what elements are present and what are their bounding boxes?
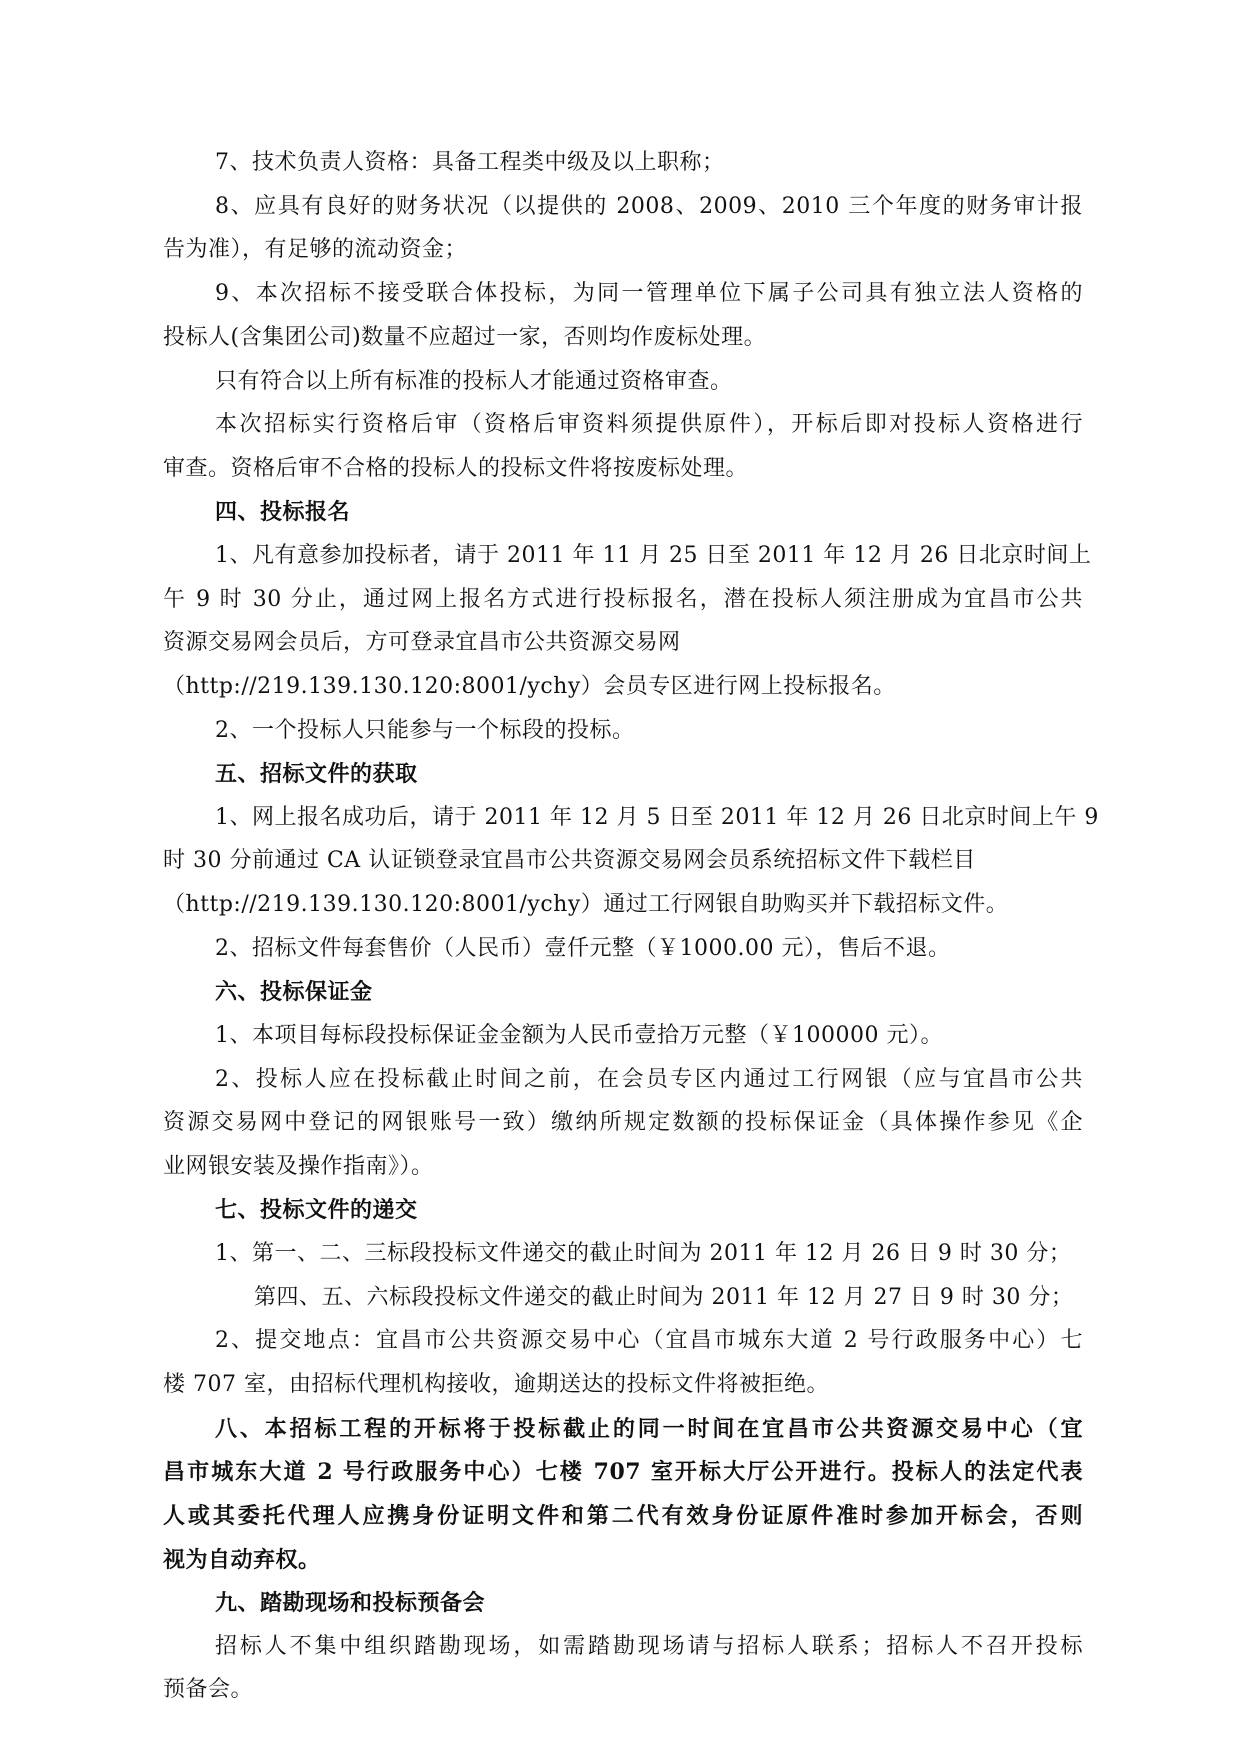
paragraph-line: 招标人不集中组织踏勘现场，如需踏勘现场请与招标人联系；招标人不召开投标 — [215, 1634, 1083, 1659]
paragraph-line: 本次招标实行资格后审（资格后审资料须提供原件），开标后即对投标人资格进行 — [215, 412, 1083, 437]
paragraph-line: （http://219.139.130.120:8001/ychy）会员专区进行网上投标报名。 — [163, 674, 896, 699]
paragraph-line: 预备会。 — [163, 1677, 254, 1702]
paragraph-line: 2、提交地点：宜昌市公共资源交易中心（宜昌市城东大道 2 号行政服务中心）七 — [215, 1328, 1083, 1353]
paragraph-line: 第四、五、六标段投标文件递交的截止时间为 2011 年 12 月 27 日 9 时 30 分； — [254, 1285, 1074, 1310]
paragraph-line: 2、招标文件每套售价（人民币）壹仟元整（￥1000.00 元），售后不退。 — [215, 936, 951, 961]
paragraph-line: （http://219.139.130.120:8001/ychy）通过工行网银自助购买并下载招标文件。 — [163, 892, 1009, 917]
section-heading: 六、投标保证金 — [215, 979, 373, 1005]
paragraph-line: 审查。资格后审不合格的投标人的投标文件将按废标处理。 — [163, 456, 749, 481]
bold-paragraph-line: 视为自动弃权。 — [163, 1547, 321, 1573]
paragraph-line: 2、一个投标人只能参与一个标段的投标。 — [215, 718, 635, 743]
paragraph-line: 9、本次招标不接受联合体投标，为同一管理单位下属子公司具有独立法人资格的 — [215, 281, 1083, 306]
paragraph-line: 业网银安装及操作指南》）。 — [163, 1154, 434, 1179]
paragraph-line: 投标人(含集团公司)数量不应超过一家，否则均作废标处理。 — [163, 325, 767, 350]
paragraph-line: 1、网上报名成功后，请于 2011 年 12 月 5 日至 2011 年 12 月 26 日北京时间上午 9 — [215, 805, 1099, 830]
paragraph-line: 只有符合以上所有标准的投标人才能通过资格审查。 — [215, 369, 733, 394]
bold-paragraph-line: 昌市城东大道 2 号行政服务中心）七楼 707 室开标大厅公开进行。投标人的法定代表 — [163, 1459, 1083, 1485]
section-heading: 四、投标报名 — [215, 499, 351, 525]
paragraph-line: 1、本项目每标段投标保证金金额为人民币壹拾万元整（￥100000 元）。 — [215, 1023, 943, 1048]
paragraph-line: 资源交易网中登记的网银账号一致）缴纳所规定数额的投标保证金（具体操作参见《企 — [163, 1110, 1083, 1135]
paragraph-line: 2、投标人应在投标截止时间之前，在会员专区内通过工行网银（应与宜昌市公共 — [215, 1067, 1083, 1092]
paragraph-line: 1、第一、二、三标段投标文件递交的截止时间为 2011 年 12 月 26 日 9 时 30 分； — [215, 1241, 1072, 1266]
paragraph-line: 告为准），有足够的流动资金； — [163, 237, 468, 262]
paragraph-line: 资源交易网会员后，方可登录宜昌市公共资源交易网 — [163, 630, 681, 655]
paragraph-line: 午 9 时 30 分止，通过网上报名方式进行投标报名，潜在投标人须注册成为宜昌市公共 — [163, 587, 1083, 612]
paragraph-line: 楼 707 室，由招标代理机构接收，逾期送达的投标文件将被拒绝。 — [163, 1372, 829, 1397]
paragraph-line: 时 30 分前通过 CA 认证锁登录宜昌市公共资源交易网会员系统招标文件下载栏目 — [163, 848, 976, 873]
section-heading: 七、投标文件的递交 — [215, 1197, 418, 1223]
bold-paragraph-line: 八、本招标工程的开标将于投标截止的同一时间在宜昌市公共资源交易中心（宜 — [215, 1416, 1083, 1442]
bold-paragraph-line: 人或其委托代理人应携身份证明文件和第二代有效身份证原件准时参加开标会，否则 — [163, 1503, 1083, 1529]
paragraph-line: 8、应具有良好的财务状况（以提供的 2008、2009、2010 三个年度的财务审计报 — [215, 194, 1083, 219]
paragraph-line: 7、技术负责人资格：具备工程类中级及以上职称； — [215, 150, 725, 175]
paragraph-line: 1、凡有意参加投标者，请于 2011 年 11 月 25 日至 2011 年 12 月 26 日北京时间上 — [215, 543, 1092, 568]
section-heading: 五、招标文件的获取 — [215, 761, 418, 787]
section-heading: 九、踏勘现场和投标预备会 — [215, 1590, 486, 1616]
